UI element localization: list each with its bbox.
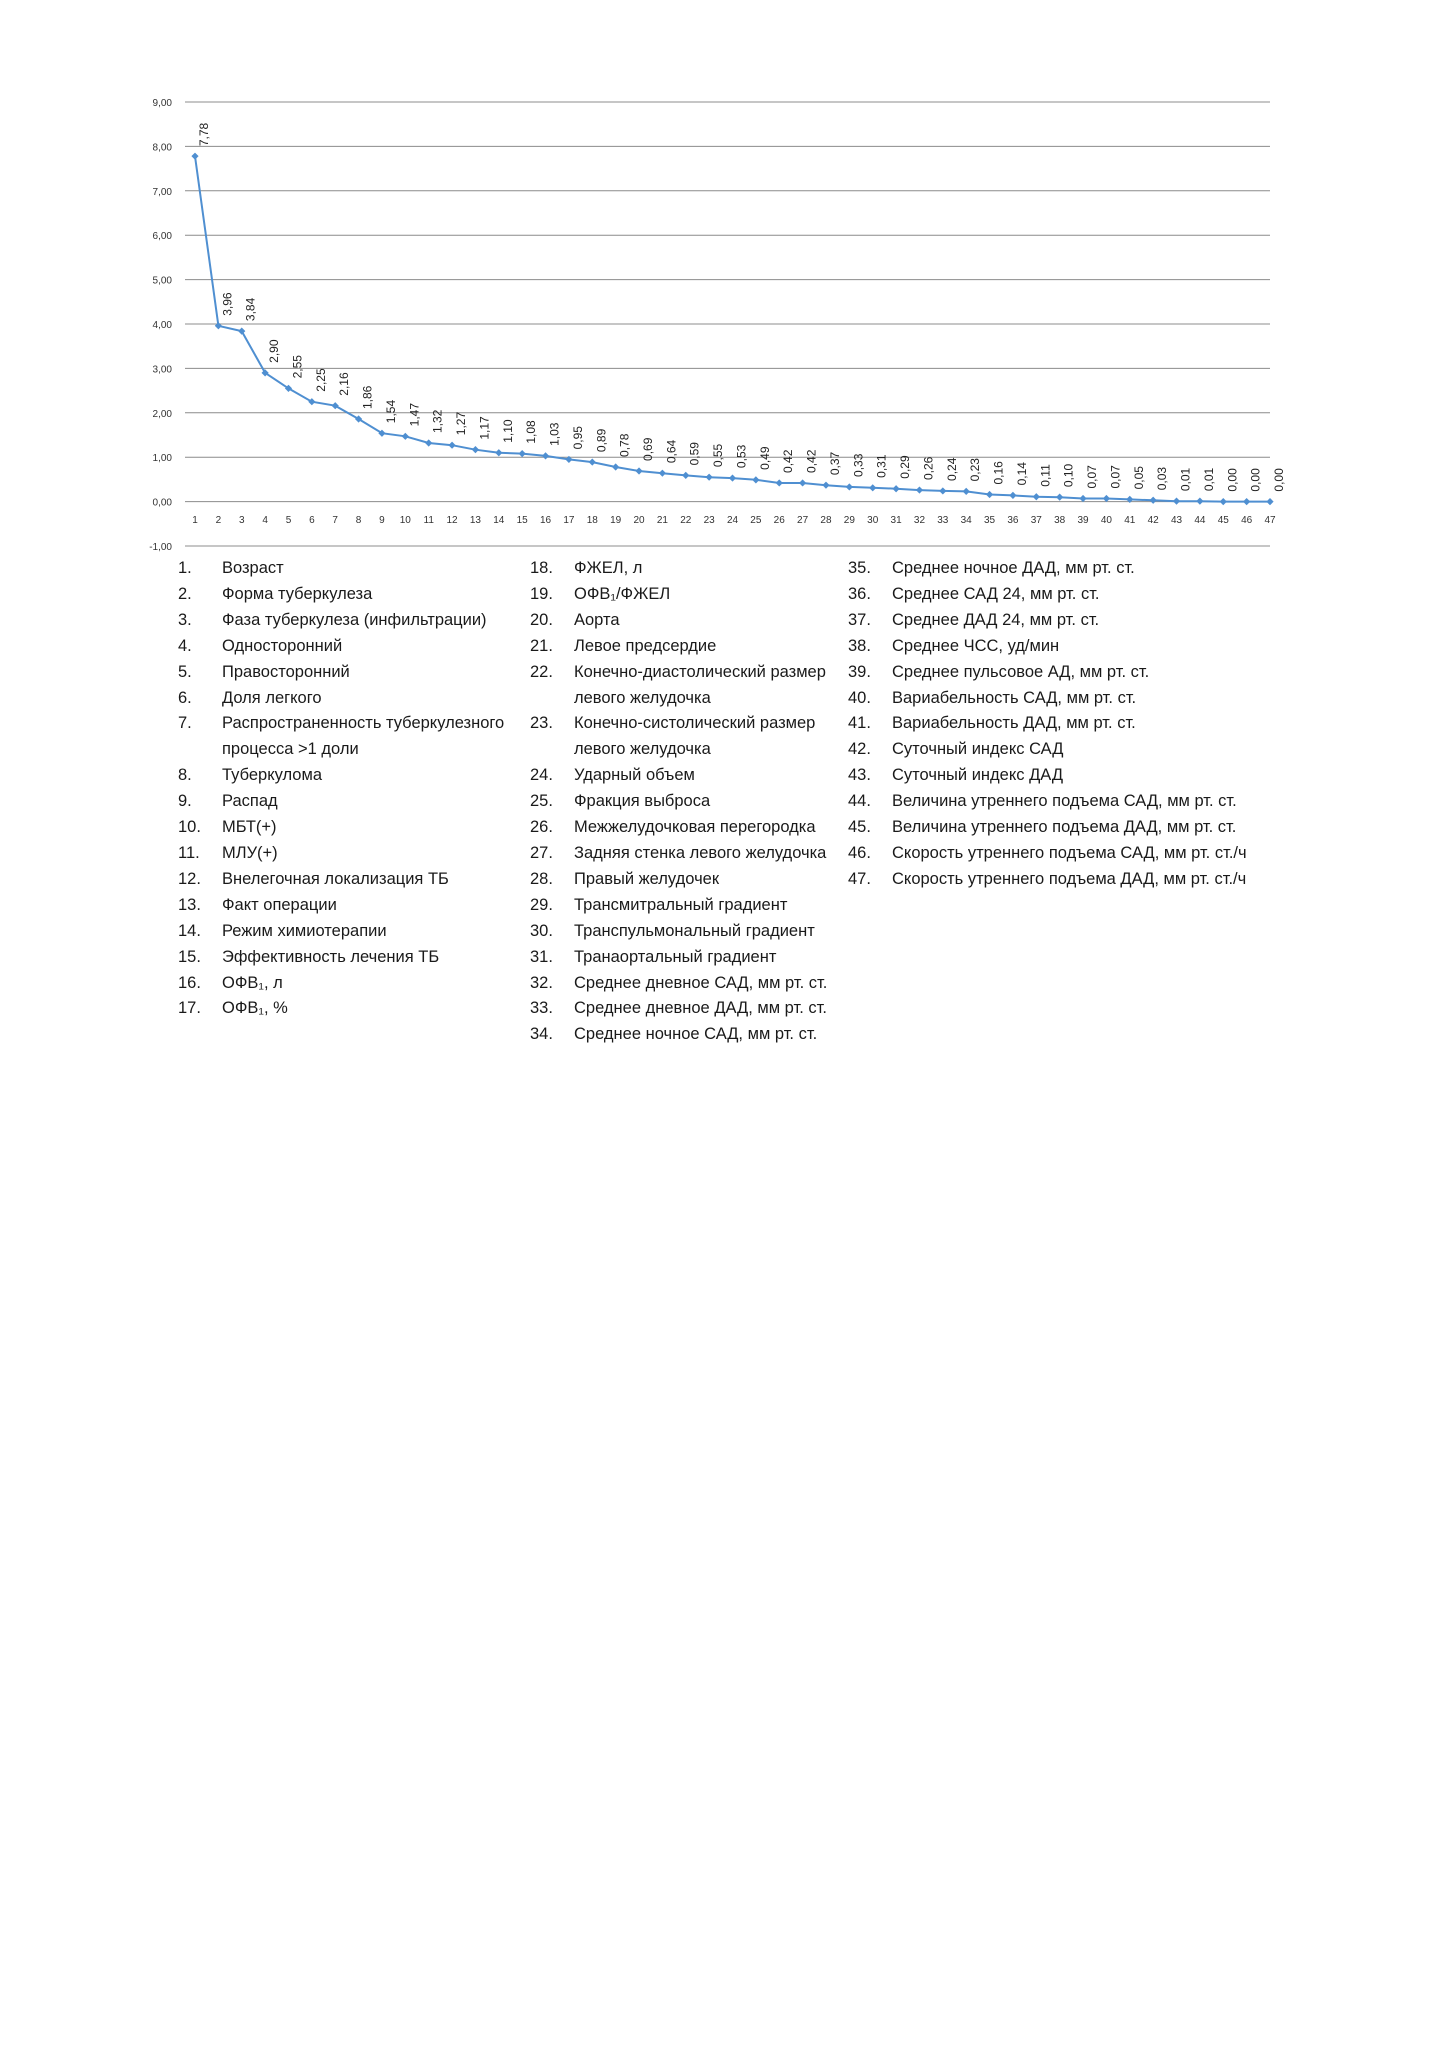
legend-item-text: Трансмитральный градиент [574, 895, 788, 914]
legend-item [848, 763, 1278, 789]
x-tick-label: 42 [1147, 515, 1159, 526]
data-label: 0,00 [1272, 468, 1286, 492]
legend-item-text: Транспульмональный градиент [574, 921, 815, 940]
y-tick-label: 7,00 [152, 186, 172, 198]
legend-item [530, 815, 850, 841]
data-point [1196, 498, 1203, 505]
legend-item [530, 556, 850, 582]
legend-item-number: 32. [530, 973, 553, 992]
legend-item-number: 22. [530, 662, 553, 681]
data-point [776, 479, 783, 486]
legend-item-text: Транаортальный градиент [574, 947, 777, 966]
data-point [472, 446, 479, 453]
x-tick-label: 32 [913, 515, 926, 526]
legend-item-number: 45. [848, 818, 871, 837]
legend-column-2 [530, 556, 850, 1048]
data-label: 1,03 [547, 422, 562, 446]
legend-item-number: 46. [848, 843, 871, 862]
x-tick-label: 1 [192, 515, 198, 526]
legend-item [530, 893, 850, 919]
legend-item-number: 37. [848, 610, 871, 629]
data-point [916, 486, 923, 493]
legend-item-number: 10. [178, 818, 201, 837]
x-tick-label: 14 [493, 515, 505, 526]
data-point [1266, 498, 1273, 505]
legend-item [848, 608, 1278, 634]
legend-item-number: 41. [848, 714, 871, 733]
legend-item-text: Среднее ДАД 24, мм рт. ст. [892, 610, 1100, 629]
data-point [1009, 492, 1016, 499]
data-point [448, 442, 455, 449]
legend-item [848, 556, 1278, 582]
legend-item-number: 34. [530, 1025, 553, 1044]
legend-item-text: Величина утреннего подъема САД, мм рт. ст. [892, 792, 1237, 811]
legend-item [530, 608, 850, 634]
legend-item-number: 28. [530, 869, 553, 888]
legend-item [848, 789, 1278, 815]
legend-item-number: 30. [530, 921, 553, 940]
x-tick-label: 24 [726, 515, 739, 526]
data-label: 0,29 [898, 455, 913, 479]
legend-item-number: 31. [530, 947, 553, 966]
data-label: 0,42 [804, 449, 819, 473]
legend-item-number: 16. [178, 973, 201, 992]
legend-item [178, 686, 523, 712]
legend-item-text: Межжелудочковая перегородка [574, 818, 816, 837]
y-tick-label: 5,00 [152, 275, 172, 287]
data-point [1243, 498, 1250, 505]
x-tick-label: 15 [516, 515, 528, 526]
legend-item [848, 711, 1278, 737]
legend-item [530, 945, 850, 971]
data-label: 1,27 [454, 411, 469, 436]
x-axis-tick-labels [192, 515, 1276, 526]
legend-item [848, 867, 1278, 893]
x-tick-label: 5 [285, 515, 292, 526]
data-label: 3,84 [243, 297, 258, 322]
data-label: 0,89 [594, 428, 609, 453]
data-point [542, 452, 549, 459]
y-tick-label: 8,00 [152, 142, 172, 154]
legend-item [848, 815, 1278, 841]
legend-item-text: МЛУ(+) [222, 843, 278, 862]
data-point [682, 472, 689, 479]
legend-item-text: Среднее САД 24, мм рт. ст. [892, 584, 1100, 603]
x-tick-label: 8 [355, 515, 362, 526]
legend-item-text: Форма туберкулеза [222, 584, 373, 603]
legend-item-text: Фаза туберкулеза (инфильтрации) [222, 610, 487, 629]
data-label: 3,96 [220, 292, 235, 316]
data-labels [197, 122, 1286, 491]
data-label: 1,17 [477, 416, 492, 440]
legend-item-number: 39. [848, 662, 871, 681]
legend-item [178, 867, 523, 893]
x-tick-label: 25 [750, 515, 762, 526]
x-tick-label: 34 [960, 515, 972, 526]
legend-item [178, 789, 523, 815]
legend-item-text: Среднее ночное САД, мм рт. ст. [574, 1025, 818, 1044]
legend-item [530, 634, 850, 660]
legend-item-text: Эффективность лечения ТБ [222, 947, 440, 966]
data-point [869, 484, 876, 491]
legend-item-number: 3. [178, 610, 192, 629]
data-label: 2,25 [313, 368, 328, 392]
data-point [706, 474, 713, 481]
legend-item-text: Левое предсердие [574, 636, 717, 655]
legend-item [178, 841, 523, 867]
line-chart [0, 0, 1449, 560]
data-label: 0,01 [1178, 467, 1193, 492]
data-point [892, 485, 899, 492]
data-label: 1,86 [360, 385, 375, 410]
x-tick-label: 47 [1264, 515, 1276, 526]
data-label: 0,55 [711, 443, 726, 468]
data-label: 1,08 [524, 420, 539, 444]
data-points [191, 153, 1273, 506]
y-tick-label: 6,00 [152, 231, 172, 243]
legend-item [530, 660, 850, 712]
legend-column-1 [178, 556, 523, 1022]
legend-item [530, 971, 850, 997]
x-tick-label: 35 [984, 515, 996, 526]
data-point [986, 491, 993, 498]
legend-item [178, 945, 523, 971]
x-tick-label: 39 [1077, 515, 1089, 526]
legend-item-number: 7. [178, 714, 192, 733]
legend-item [848, 634, 1278, 660]
legend-item [530, 867, 850, 893]
data-point [519, 450, 526, 457]
data-label: 0,01 [1201, 467, 1216, 492]
y-tick-label: 2,00 [152, 408, 172, 420]
x-tick-label: 31 [890, 515, 902, 526]
legend-item-number: 20. [530, 610, 553, 629]
y-tick-label: 0,00 [152, 497, 172, 509]
legend-item-number: 17. [178, 999, 201, 1018]
legend-item [178, 634, 523, 660]
legend-item-number: 21. [530, 636, 553, 655]
x-tick-label: 45 [1217, 515, 1229, 526]
legend-item-number: 5. [178, 662, 192, 681]
legend-item [530, 763, 850, 789]
y-tick-label: 3,00 [152, 364, 172, 376]
y-tick-label: 9,00 [152, 98, 172, 109]
x-tick-label: 26 [773, 515, 785, 526]
data-label: 0,26 [921, 456, 936, 481]
data-point [1220, 498, 1227, 505]
x-tick-label: 23 [703, 515, 715, 526]
x-tick-label: 41 [1124, 515, 1136, 526]
legend-item-number: 15. [178, 947, 201, 966]
x-tick-label: 43 [1170, 515, 1183, 526]
legend-item [178, 556, 523, 582]
legend-item-text: Скорость утреннего подъема ДАД, мм рт. ст./ч [892, 869, 1247, 888]
legend-item-text: Фракция выброса [574, 792, 711, 811]
legend-item-number: 19. [530, 584, 553, 603]
legend-item-number: 14. [178, 921, 201, 940]
x-tick-label: 44 [1194, 515, 1206, 526]
data-label: 0,33 [851, 453, 866, 477]
legend-item [848, 582, 1278, 608]
legend-item-text: Среднее ЧСС, уд/мин [892, 636, 1060, 655]
legend-item-number: 29. [530, 895, 553, 914]
legend-item-text: Туберкулома [222, 766, 323, 785]
data-point [1079, 495, 1086, 502]
data-label: 0,07 [1108, 465, 1123, 489]
data-point [822, 482, 829, 489]
legend-item [848, 660, 1278, 686]
x-tick-label: 36 [1007, 515, 1019, 526]
x-tick-label: 6 [309, 515, 315, 526]
data-label: 2,16 [337, 372, 352, 396]
data-label: 7,78 [197, 122, 211, 147]
x-tick-label: 27 [797, 515, 809, 526]
data-point [846, 483, 853, 490]
data-label: 0,95 [570, 426, 585, 450]
x-tick-label: 7 [332, 515, 338, 526]
data-label: 1,47 [407, 402, 422, 427]
legend-item [530, 996, 850, 1022]
x-tick-label: 30 [867, 515, 879, 526]
legend-item-number: 23. [530, 714, 553, 733]
legend-item-text: Скорость утреннего подъема САД, мм рт. ст./ч [892, 843, 1247, 862]
legend-item-text: Величина утреннего подъема ДАД, мм рт. ст. [892, 818, 1237, 837]
legend-item [178, 582, 523, 608]
legend-column-3 [848, 556, 1278, 893]
legend-item [178, 660, 523, 686]
data-label: 2,55 [290, 355, 305, 379]
data-point [799, 479, 806, 486]
legend-item-number: 35. [848, 559, 871, 577]
data-point [612, 463, 619, 470]
data-label: 0,31 [874, 454, 889, 478]
data-label: 0,64 [664, 439, 679, 464]
x-tick-label: 18 [586, 515, 598, 526]
legend-item-text: Вариабельность САД, мм рт. ст. [892, 688, 1137, 707]
y-axis-tick-labels [149, 98, 172, 553]
legend-item-number: 24. [530, 766, 553, 785]
legend-item-text: Распространенность туберкулезного процесса >1 доли [222, 714, 505, 759]
data-label: 0,53 [734, 444, 749, 469]
x-tick-label: 16 [539, 515, 552, 526]
data-point [1150, 497, 1157, 504]
x-tick-label: 22 [680, 515, 692, 526]
x-tick-label: 33 [937, 515, 949, 526]
data-label: 0,16 [991, 461, 1006, 485]
data-label: 0,78 [617, 433, 632, 457]
data-point [939, 487, 946, 494]
legend-item-text: Задняя стенка левого желудочка [574, 843, 827, 862]
legend-item-text: Односторонний [222, 636, 343, 655]
legend-item-number: 11. [178, 843, 200, 862]
legend-item-number: 6. [178, 688, 192, 707]
legend-item-number: 8. [178, 766, 192, 785]
legend-item-text: Факт операции [222, 895, 337, 914]
data-point [635, 467, 642, 474]
legend-item-number: 27. [530, 843, 553, 862]
legend-item [530, 1022, 850, 1048]
series-line [195, 156, 1270, 501]
legend-item [178, 919, 523, 945]
data-label: 0,05 [1131, 466, 1146, 490]
legend-item-number: 42. [848, 740, 871, 759]
x-tick-label: 13 [469, 515, 481, 526]
legend-item [848, 737, 1278, 763]
y-tick-label: 1,00 [152, 453, 172, 465]
data-label: 0,37 [827, 451, 842, 476]
data-point [963, 488, 970, 495]
y-tick-label: -1,00 [149, 542, 172, 553]
legend-item-number: 1. [178, 559, 192, 577]
legend-item-text: ОФВ₁, % [222, 999, 288, 1018]
x-tick-label: 29 [843, 515, 855, 526]
legend-item-number: 36. [848, 584, 871, 603]
legend-item [848, 841, 1278, 867]
legend-item-text: ФЖЕЛ, л [574, 559, 643, 577]
data-label: 1,10 [500, 419, 515, 443]
legend-item-number: 13. [178, 895, 201, 914]
data-point [729, 474, 736, 481]
data-point [425, 439, 432, 446]
legend-item-number: 38. [848, 636, 871, 655]
legend-item-text: МБТ(+) [222, 818, 277, 837]
x-tick-label: 2 [215, 515, 222, 526]
data-point [752, 476, 759, 483]
legend-item-number: 47. [848, 869, 871, 888]
legend-item-text: ОФВ₁/ФЖЕЛ [574, 584, 671, 603]
x-tick-label: 37 [1030, 515, 1042, 526]
data-label: 0,03 [1155, 466, 1170, 491]
data-label: 0,11 [1038, 464, 1053, 487]
legend-item-text: Ударный объем [574, 766, 695, 785]
legend-item [178, 763, 523, 789]
data-label: 0,23 [968, 458, 983, 482]
data-label: 0,69 [641, 437, 656, 461]
data-label: 0,00 [1248, 468, 1263, 492]
legend-item-number: 33. [530, 999, 553, 1018]
legend-item-text: Среднее дневное САД, мм рт. ст. [574, 973, 828, 992]
y-tick-label: 4,00 [152, 320, 172, 331]
x-tick-label: 9 [379, 515, 385, 526]
x-tick-label: 4 [262, 515, 268, 526]
data-point [1033, 493, 1040, 500]
legend-item-text: Режим химиотерапии [222, 921, 387, 940]
legend-item [530, 789, 850, 815]
legend-item-text: Среднее пульсовое АД, мм рт. ст. [892, 662, 1150, 681]
legend-item-number: 43. [848, 766, 871, 785]
legend-item-text: ОФВ₁, л [222, 973, 283, 992]
legend-item-text: Суточный индекс ДАД [892, 766, 1063, 785]
data-point [215, 322, 222, 329]
data-point [1173, 498, 1180, 505]
legend-item-text: Среднее ночное ДАД, мм рт. ст. [892, 559, 1135, 577]
legend-item [178, 996, 523, 1022]
legend-item-number: 4. [178, 636, 192, 655]
legend-item-text: Правосторонний [222, 662, 350, 681]
legend-item-text: Распад [222, 792, 278, 811]
legend-item-number: 25. [530, 792, 553, 811]
legend-item-number: 9. [178, 792, 192, 811]
data-point [495, 449, 502, 456]
legend-item [530, 711, 850, 763]
legend-item-number: 26. [530, 818, 553, 837]
data-point [589, 458, 596, 465]
x-tick-label: 3 [238, 515, 245, 526]
grid-lines [185, 102, 1270, 546]
legend-item [178, 608, 523, 634]
data-point [191, 153, 198, 160]
legend-item-text: Аорта [574, 610, 620, 629]
data-label: 2,90 [267, 339, 282, 363]
legend-item [178, 711, 523, 763]
legend-item [178, 815, 523, 841]
legend-item-number: 18. [530, 559, 553, 577]
legend-item-text: Конечно-систолический размер левого желудочка [574, 714, 816, 759]
legend-item-number: 12. [178, 869, 201, 888]
legend-item [848, 686, 1278, 712]
x-tick-label: 17 [563, 515, 575, 526]
legend-item-text: Доля легкого [222, 688, 322, 707]
data-label: 0,10 [1061, 463, 1076, 488]
x-tick-label: 46 [1241, 515, 1253, 526]
legend-item [530, 919, 850, 945]
legend-item-number: 2. [178, 584, 192, 603]
data-label: 1,32 [430, 409, 445, 433]
x-tick-label: 12 [446, 515, 458, 526]
legend-item [530, 841, 850, 867]
legend-item-text: Среднее дневное ДАД, мм рт. ст. [574, 999, 827, 1018]
x-tick-label: 19 [610, 515, 622, 526]
legend-item-text: Правый желудочек [574, 869, 720, 888]
data-label: 0,42 [781, 449, 796, 473]
x-tick-label: 38 [1054, 515, 1066, 526]
data-point [1056, 494, 1063, 501]
data-label: 0,07 [1085, 465, 1100, 489]
data-label: 0,24 [944, 457, 959, 481]
data-label: 0,14 [1014, 462, 1029, 486]
legend-item [178, 893, 523, 919]
x-tick-label: 21 [656, 515, 668, 526]
x-tick-label: 28 [820, 515, 832, 526]
x-tick-label: 10 [399, 515, 411, 526]
data-label: 0,59 [687, 442, 702, 466]
legend-item-text: Вариабельность ДАД, мм рт. ст. [892, 714, 1136, 733]
legend-item-text: Возраст [222, 559, 284, 577]
legend-item-number: 44. [848, 792, 871, 811]
data-point [1103, 495, 1110, 502]
data-label: 0,49 [757, 446, 772, 470]
legend-item-text: Суточный индекс САД [892, 740, 1064, 759]
data-label: 0,00 [1225, 468, 1240, 492]
legend-item-text: Конечно-диастолический размер левого желудочка [574, 662, 826, 707]
legend-item [530, 582, 850, 608]
data-point [402, 433, 409, 440]
x-tick-label: 11 [423, 515, 434, 526]
data-point [659, 470, 666, 477]
data-label: 1,54 [383, 399, 398, 424]
x-tick-label: 40 [1100, 515, 1112, 526]
legend-item [178, 971, 523, 997]
legend-item-number: 40. [848, 688, 871, 707]
legend-item-text: Внелегочная локализация ТБ [222, 869, 449, 888]
x-tick-label: 20 [633, 515, 645, 526]
